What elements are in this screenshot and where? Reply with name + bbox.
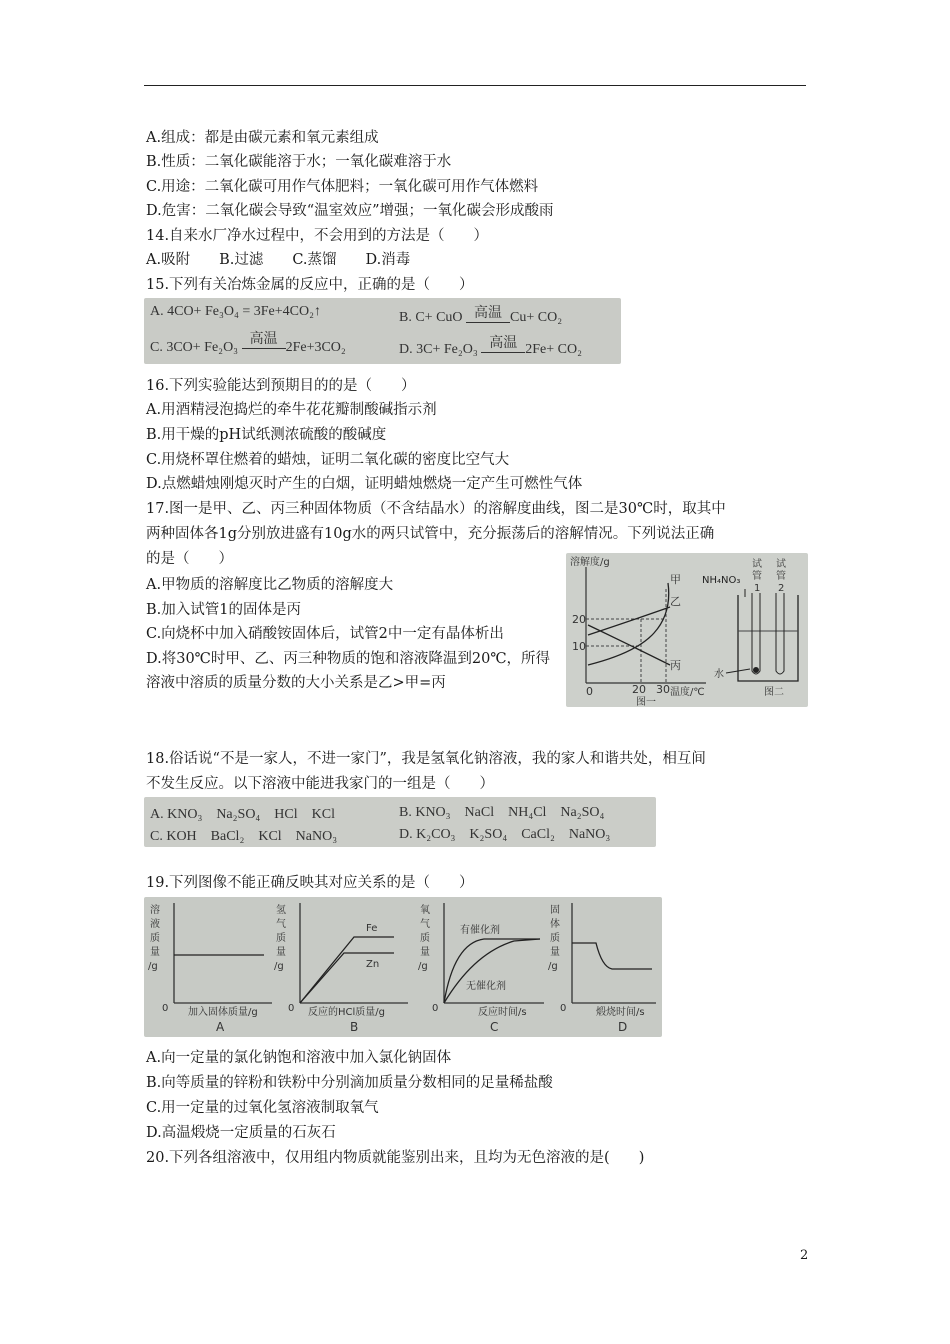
q15-options-image	[144, 298, 621, 364]
q17-question-line2: 两种固体各1g分别放进盛有10g水的两只试管中，充分振荡后的溶解情况。下列说法正确	[146, 526, 715, 542]
q19-option-a: A.向一定量的氯化钠饱和溶液中加入氯化钠固体	[146, 1050, 452, 1066]
q17-fig1-label: 图一	[636, 697, 656, 707]
q14-question: 14.自来水厂净水过程中，不会用到的方法是（ ）	[146, 228, 489, 244]
q16-option-d: D.点燃蜡烛刚熄灭时产生的白烟，证明蜡烛燃烧一定产生可燃性气体	[146, 476, 583, 492]
svg-text:体: 体	[550, 919, 560, 930]
q19-graph-c	[418, 903, 544, 1034]
q19-figure-svg	[144, 897, 662, 1037]
q19-option-b: B.向等质量的锌粉和铁粉中分别滴加质量分数相同的足量稀盐酸	[146, 1075, 553, 1091]
q15-option-a: A. 4CO+ Fe₃O₄ = 3Fe+4CO₂↑	[150, 304, 321, 319]
q19-option-d: D.高温煅烧一定质量的石灰石	[146, 1125, 336, 1141]
q17-ylabel: 溶解度/g	[570, 557, 610, 568]
svg-text:液: 液	[150, 919, 160, 930]
q17-curve-yi: 乙	[670, 595, 681, 608]
svg-text:0: 0	[432, 1003, 439, 1014]
q17-nh4no3: NH₄NO₃	[702, 575, 741, 586]
q17-option-a: A.甲物质的溶解度比乙物质的溶解度大	[146, 577, 394, 593]
q17-option-b: B.加入试管1的固体是丙	[146, 601, 301, 618]
q17-curve-bing: 丙	[670, 659, 681, 672]
svg-text:溶: 溶	[150, 905, 160, 916]
q17-question-line1: 17.图一是甲、乙、丙三种固体物质（不含结晶水）的溶解度曲线，图二是30℃时，取其中	[146, 501, 726, 517]
q18-question-line2: 不发生反应。以下溶液中能进我家门的一组是（ ）	[146, 776, 494, 792]
q16-option-c: C.用烧杯罩住燃着的蜡烛，证明二氧化碳的密度比空气大	[146, 452, 510, 468]
q17-figure	[566, 553, 808, 707]
svg-text:固: 固	[550, 905, 560, 916]
q19-label-c: C	[490, 1020, 499, 1034]
svg-text:质: 质	[420, 933, 430, 944]
svg-text:0: 0	[560, 1003, 567, 1014]
header-rule	[144, 85, 806, 86]
svg-text:管: 管	[752, 571, 762, 582]
q20-question: 20.下列各组溶液中，仅用组内物质就能鉴别出来，且均为无色溶液的是( )	[146, 1150, 645, 1166]
q15-option-c: C. 3CO+ Fe₂O₃ 高温2Fe+3CO₂	[150, 336, 346, 357]
q18-options-image	[144, 797, 656, 847]
svg-text:质: 质	[550, 933, 560, 944]
svg-text:2: 2	[778, 583, 785, 594]
svg-text:无催化剂: 无催化剂	[466, 981, 506, 992]
svg-text:Fe: Fe	[366, 923, 378, 934]
q18-option-b: B. KNO₃ NaCl NH₄Cl Na₂SO₄	[399, 805, 605, 820]
q13-option-d: D.危害：二氧化碳会导致“温室效应”增强；一氧化碳会形成酸雨	[146, 203, 554, 219]
q18-option-a: A. KNO₃ Na₂SO₄ HCl KCl	[150, 807, 335, 822]
svg-text:/g: /g	[148, 961, 158, 972]
q17-curve-jia: 甲	[670, 573, 681, 586]
q18-option-d: D. K₂CO₃ K₂SO₄ CaCl₂ NaNO₃	[399, 827, 611, 842]
svg-text:/g: /g	[548, 961, 558, 972]
svg-text:量: 量	[276, 947, 286, 958]
q17-figure-svg	[566, 553, 808, 707]
svg-text:反应的HCl质量/g: 反应的HCl质量/g	[308, 1007, 385, 1018]
q13-option-c: C.用途：二氧化碳可用作气体肥料；一氧化碳可用作气体燃料	[146, 179, 539, 195]
svg-text:加入固体质量/g: 加入固体质量/g	[188, 1007, 258, 1018]
q17-option-c: C.向烧杯中加入硝酸铵固体后，试管2中一定有晶体析出	[146, 626, 504, 642]
q19-question: 19.下列图像不能正确反映其对应关系的是（ ）	[146, 875, 474, 891]
q18-question-line1: 18.俗话说“不是一家人，不进一家门”，我是氢氧化钠溶液，我的家人和谐共处，相互间	[146, 751, 706, 767]
svg-text:0: 0	[288, 1003, 295, 1014]
q14-options: A.吸附 B.过滤 C.蒸馏 D.消毒	[146, 252, 411, 268]
q17-option-d: D.将30℃时甲、乙、丙三种物质的饱和溶液降温到20℃，所得溶液中溶质的质量分数的大小关系是乙>甲=丙	[146, 650, 551, 691]
page-number: 2	[800, 1248, 809, 1263]
svg-text:氢: 氢	[276, 905, 286, 916]
q17-fig2-label: 图二	[764, 687, 784, 698]
svg-text:气: 气	[276, 919, 286, 930]
svg-text:煅烧时间/s: 煅烧时间/s	[596, 1007, 645, 1018]
svg-text:氧: 氧	[420, 905, 430, 916]
svg-text:量: 量	[420, 947, 430, 958]
svg-text:有催化剂: 有催化剂	[460, 925, 500, 936]
svg-text:0: 0	[162, 1003, 169, 1014]
q19-label-a: A	[216, 1020, 225, 1034]
svg-text:/g: /g	[418, 961, 428, 972]
q16-option-b: B.用干燥的pH试纸测浓硫酸的酸碱度	[146, 427, 387, 443]
q17-options	[146, 573, 556, 696]
q17-x20: 20	[632, 683, 646, 696]
q16-option-a: A.用酒精浸泡捣烂的牵牛花花瓣制酸碱指示剂	[146, 402, 437, 418]
svg-text:1: 1	[754, 583, 761, 594]
q17-y20: 20	[572, 613, 586, 626]
svg-text:量: 量	[550, 947, 560, 958]
svg-text:质: 质	[276, 933, 286, 944]
q17-x0: 0	[586, 685, 593, 698]
svg-text:Zn: Zn	[366, 959, 380, 970]
q15-option-d: D. 3C+ Fe₂O₃ 高温 2Fe+ CO₂	[399, 338, 582, 359]
svg-text:试: 试	[752, 559, 762, 570]
q15-option-b: B. C+ CuO 高温 Cu+ CO₂	[399, 306, 562, 327]
svg-text:反应时间/s: 反应时间/s	[478, 1007, 527, 1018]
q18-option-c: C. KOH BaCl₂ KCl NaNO₃	[150, 829, 338, 844]
svg-text:质: 质	[150, 933, 160, 944]
q19-label-b: B	[350, 1020, 359, 1034]
q17-water-label: 水	[714, 669, 724, 680]
svg-text:/g: /g	[274, 961, 284, 972]
q19-graph-b	[274, 903, 408, 1034]
q17-x30: 30	[656, 683, 670, 696]
q15-question: 15.下列有关冶炼金属的反应中，正确的是（ ）	[146, 277, 474, 293]
q19-label-d: D	[618, 1020, 628, 1034]
svg-text:气: 气	[420, 919, 430, 930]
q19-graph-d	[548, 903, 656, 1034]
svg-text:试: 试	[776, 559, 786, 570]
q13-option-b: B.性质：二氧化碳能溶于水；一氧化碳难溶于水	[146, 154, 452, 170]
q17-xlabel: 温度/℃	[670, 687, 705, 698]
svg-text:量: 量	[150, 947, 160, 958]
q17-question-line3: 的是（ ）	[146, 551, 233, 567]
q13-option-a: A.组成：都是由碳元素和氧元素组成	[146, 130, 379, 146]
svg-text:管: 管	[776, 571, 786, 582]
q19-option-c: C.用一定量的过氧化氢溶液制取氧气	[146, 1100, 379, 1116]
q19-figure	[144, 897, 662, 1037]
q17-y10: 10	[572, 640, 586, 653]
q19-graph-a	[148, 903, 272, 1034]
q16-question: 16.下列实验能达到预期目的的是（ ）	[146, 378, 416, 394]
